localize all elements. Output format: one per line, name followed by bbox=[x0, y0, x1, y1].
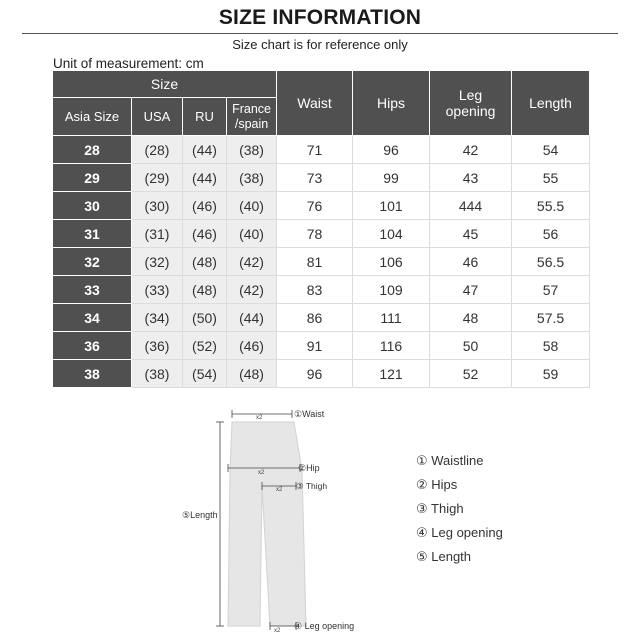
cell-length: 54 bbox=[512, 136, 590, 164]
waist-x2-label: x2 bbox=[256, 415, 263, 421]
cell-waist: 91 bbox=[277, 332, 353, 360]
cell-leg: 444 bbox=[430, 192, 512, 220]
cell-hips: 106 bbox=[353, 248, 430, 276]
cell-hips: 116 bbox=[353, 332, 430, 360]
cell-france: (38) bbox=[227, 164, 277, 192]
cell-ru: (48) bbox=[183, 276, 227, 304]
cell-length: 59 bbox=[512, 360, 590, 388]
legend-waistline: ① Waistline bbox=[416, 453, 484, 468]
cell-asia: 30 bbox=[53, 192, 132, 220]
cell-asia: 38 bbox=[53, 360, 132, 388]
cell-waist: 78 bbox=[277, 220, 353, 248]
header-leg-opening bbox=[430, 71, 512, 136]
cell-waist: 76 bbox=[277, 192, 353, 220]
cell-ru: (46) bbox=[183, 220, 227, 248]
table-row bbox=[53, 276, 590, 304]
cell-hips: 111 bbox=[353, 304, 430, 332]
leg-x2-label: x2 bbox=[274, 628, 281, 634]
cell-france: (42) bbox=[227, 248, 277, 276]
header-waist: Waist bbox=[277, 71, 353, 136]
header-france-line1: France bbox=[232, 101, 271, 116]
pants-measurement-diagram bbox=[170, 398, 370, 638]
cell-asia: 29 bbox=[53, 164, 132, 192]
pants-silhouette bbox=[228, 422, 306, 626]
header-usa: USA bbox=[132, 98, 183, 136]
cell-ru: (50) bbox=[183, 304, 227, 332]
cell-france: (46) bbox=[227, 332, 277, 360]
legend-length: ⑤ Length bbox=[416, 549, 472, 564]
cell-length: 58 bbox=[512, 332, 590, 360]
page-title: SIZE INFORMATION bbox=[218, 6, 422, 29]
title-divider bbox=[22, 33, 618, 34]
thigh-x2-label: x2 bbox=[276, 487, 283, 493]
header-asia-size: Asia Size bbox=[53, 98, 132, 136]
cell-length: 57 bbox=[512, 276, 590, 304]
cell-leg: 48 bbox=[430, 304, 512, 332]
table-row bbox=[53, 248, 590, 276]
cell-ru: (54) bbox=[183, 360, 227, 388]
table-row bbox=[53, 136, 590, 164]
table-row bbox=[53, 304, 590, 332]
cell-usa: (33) bbox=[132, 276, 183, 304]
cell-asia: 31 bbox=[53, 220, 132, 248]
table-row bbox=[53, 332, 590, 360]
cell-asia: 28 bbox=[53, 136, 132, 164]
diagram-length-label: ⑤Length bbox=[182, 510, 218, 520]
cell-waist: 73 bbox=[277, 164, 353, 192]
cell-usa: (32) bbox=[132, 248, 183, 276]
cell-waist: 96 bbox=[277, 360, 353, 388]
header-ru: RU bbox=[183, 98, 227, 136]
cell-asia: 33 bbox=[53, 276, 132, 304]
legend-thigh: ③ Thigh bbox=[416, 501, 464, 516]
cell-leg: 46 bbox=[430, 248, 512, 276]
cell-usa: (29) bbox=[132, 164, 183, 192]
size-group-header: Size bbox=[53, 71, 277, 98]
cell-leg: 50 bbox=[430, 332, 512, 360]
cell-leg: 47 bbox=[430, 276, 512, 304]
cell-leg: 52 bbox=[430, 360, 512, 388]
cell-ru: (44) bbox=[183, 164, 227, 192]
header-length: Length bbox=[512, 71, 590, 136]
cell-leg: 45 bbox=[430, 220, 512, 248]
hip-x2-label: x2 bbox=[258, 470, 265, 476]
diagram-waist-label: ①Waist bbox=[294, 409, 325, 419]
cell-usa: (31) bbox=[132, 220, 183, 248]
cell-waist: 71 bbox=[277, 136, 353, 164]
cell-asia: 34 bbox=[53, 304, 132, 332]
cell-hips: 101 bbox=[353, 192, 430, 220]
table-row bbox=[53, 192, 590, 220]
cell-asia: 36 bbox=[53, 332, 132, 360]
legend-leg-opening: ④ Leg opening bbox=[416, 525, 503, 540]
legend-hips: ② Hips bbox=[416, 477, 458, 492]
cell-hips: 99 bbox=[353, 164, 430, 192]
cell-france: (42) bbox=[227, 276, 277, 304]
cell-hips: 104 bbox=[353, 220, 430, 248]
cell-waist: 81 bbox=[277, 248, 353, 276]
header-hips: Hips bbox=[353, 71, 430, 136]
cell-length: 57.5 bbox=[512, 304, 590, 332]
diagram-hip-label: ②Hip bbox=[298, 463, 320, 473]
cell-ru: (44) bbox=[183, 136, 227, 164]
cell-france: (48) bbox=[227, 360, 277, 388]
cell-ru: (52) bbox=[183, 332, 227, 360]
cell-france: (38) bbox=[227, 136, 277, 164]
cell-leg: 42 bbox=[430, 136, 512, 164]
cell-usa: (38) bbox=[132, 360, 183, 388]
header-leg-line1: Leg bbox=[458, 87, 483, 103]
header-france-spain bbox=[227, 98, 277, 136]
cell-usa: (28) bbox=[132, 136, 183, 164]
cell-length: 55 bbox=[512, 164, 590, 192]
cell-ru: (48) bbox=[183, 248, 227, 276]
cell-hips: 109 bbox=[353, 276, 430, 304]
header-leg-line2: opening bbox=[445, 103, 496, 119]
cell-usa: (34) bbox=[132, 304, 183, 332]
cell-ru: (46) bbox=[183, 192, 227, 220]
subtitle: Size chart is for reference only bbox=[232, 37, 408, 52]
diagram-leg-opening-label: ④ Leg opening bbox=[294, 621, 355, 631]
cell-waist: 83 bbox=[277, 276, 353, 304]
cell-hips: 121 bbox=[353, 360, 430, 388]
table-row bbox=[53, 360, 590, 388]
table-row bbox=[53, 164, 590, 192]
cell-france: (40) bbox=[227, 192, 277, 220]
cell-hips: 96 bbox=[353, 136, 430, 164]
cell-length: 56.5 bbox=[512, 248, 590, 276]
measurement-legend bbox=[416, 452, 503, 572]
cell-asia: 32 bbox=[53, 248, 132, 276]
unit-note: Unit of measurement: cm bbox=[53, 56, 204, 71]
cell-france: (40) bbox=[227, 220, 277, 248]
cell-length: 56 bbox=[512, 220, 590, 248]
size-table bbox=[52, 70, 590, 388]
header-france-line2: /spain bbox=[234, 116, 269, 131]
cell-waist: 86 bbox=[277, 304, 353, 332]
cell-usa: (36) bbox=[132, 332, 183, 360]
cell-usa: (30) bbox=[132, 192, 183, 220]
cell-leg: 43 bbox=[430, 164, 512, 192]
cell-france: (44) bbox=[227, 304, 277, 332]
table-row bbox=[53, 220, 590, 248]
cell-length: 55.5 bbox=[512, 192, 590, 220]
diagram-thigh-label: ③ Thigh bbox=[296, 481, 328, 491]
